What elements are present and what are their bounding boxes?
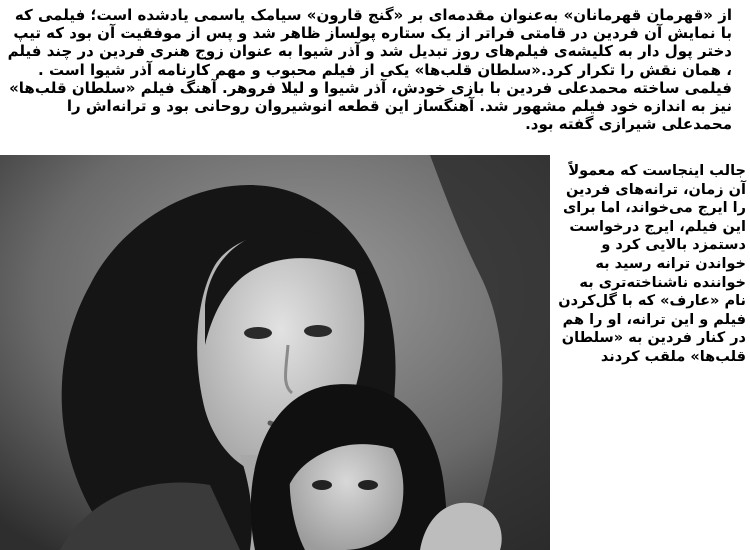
side-paragraph: جالب اینجاست که معمولاً آن زمان، ترانه‌های فردین را ایرج می‌خواند، اما برای این فیلم، ایرج درخواست دستمزد بالایی کرد و خواندن ترانه رسید به خواننده ناشناخته‌تری به نام «عارف» که با گل‌کردن فیلم و این ترانه، او را هم در کنار فردین به «سلطان قلب‌ها» ملقب کردند (558, 163, 746, 365)
intro-paragraph: از «قهرمان قهرمانان» به‌عنوان مقدمه‌ای بر «گنج قارون» سیامک یاسمی یادشده است؛ فیلمی که با نمایش آن فردین در قامتی فراتر از یک ستاره پولساز ظاهر شد و پس از موفقیت آن بود که تیپ دختر پول دار به کلیشه‌ی فیلم‌های روز تبدیل شد و آذر شیوا به عنوان زوج هنری فردین در چند فیلم ، همان نقش را تکرار کرد.«سلطان قلب‌ها» یکی از فیلم محبوب و مهم کارنامه آذر شیوا است . فیلمی ساخته محمدعلی فردین با بازی خودش، آذر شیوا و لیلا فروهر. آهنگ فیلم «سلطان قلب‌ها» نیز به اندازه خود فیلم مشهور شد. آهنگساز این قطعه انوشیروان روحانی بود و ترانه‌اش را محمدعلی شیرازی گفته بود. (7, 6, 732, 134)
woman-eye-right (304, 325, 332, 337)
woman-eye-left (244, 327, 272, 339)
film-still-photo (0, 155, 550, 550)
photo-illustration (0, 155, 550, 550)
child-eye-right (358, 480, 378, 490)
child-eye-left (312, 480, 332, 490)
